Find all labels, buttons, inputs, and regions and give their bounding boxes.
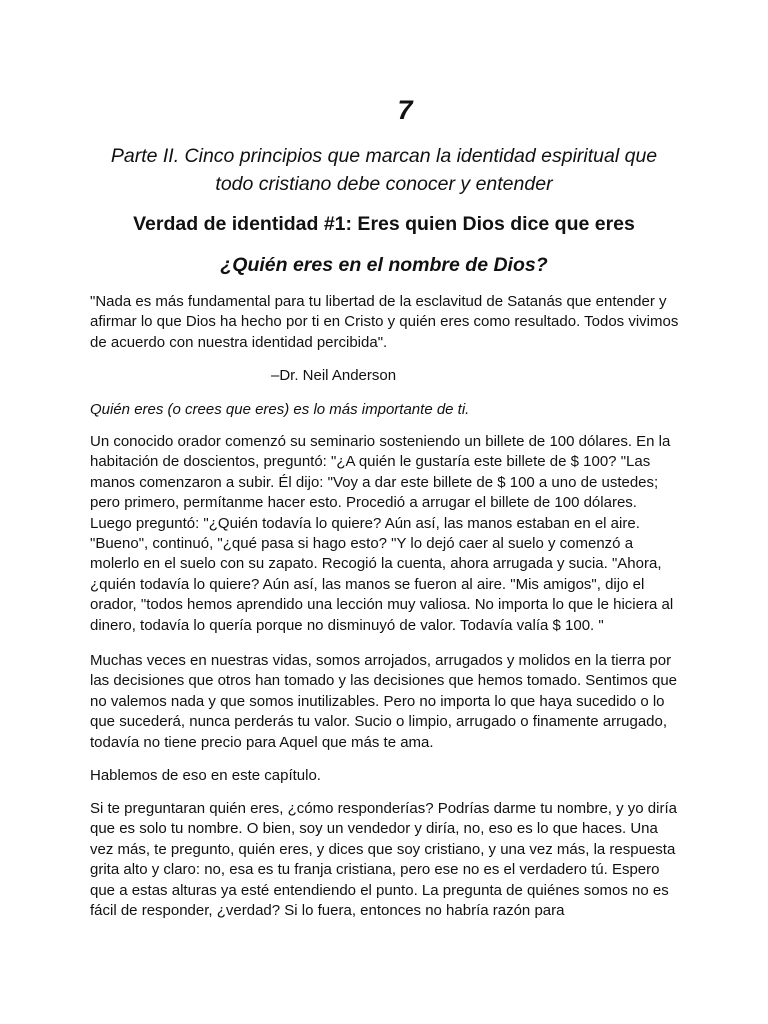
part-title: Parte II. Cinco principios que marcan la identidad espiritual que todo cristiano debe conocer y entender	[110, 145, 658, 195]
section-subheading: ¿Quién eres en el nombre de Dios?	[220, 254, 548, 276]
epigraph-quote: "Nada es más fundamental para tu libertad de la esclavitud de Satanás que entender y afirmar lo que Dios ha hecho por ti en Cristo y quién eres como resultado. Todos vivimos de acuerdo con nuestra identidad percibida".	[90, 293, 679, 351]
epigraph-attribution: –Dr. Neil Anderson	[271, 367, 397, 384]
body-paragraph: Muchas veces en nuestras vidas, somos arrojados, arrugados y molidos en la tierra por las decisiones que otros han tomado y las decisiones que hemos tomado. Sentimos que no valemos nada y que somos inutilizables. Pero no importa lo que haya sucedido o lo que sucederá, nunca perderás tu valor. Sucio o limpio, arrugado o finamente arrugado, todavía no tiene precio para Aquel que más te ama.	[90, 652, 678, 751]
body-paragraph: Un conocido orador comenzó su seminario sosteniendo un billete de 100 dólares. En la habitación de doscientos, preguntó: "¿A quién le gustaría este billete de $ 100? "Las manos comenzaron a subir. Él dijo: "Voy a dar este billete de $ 100 a uno de ustedes; pero primero, permítanme hacer esto. Procedió a arrugar el billete de 100 dólares. Luego preguntó: "¿Quién todavía lo quiere? Aún así, las manos estaban en el aire. "Bueno", continuó, "¿qué pasa si hago esto? "Y lo dejó caer al suelo y comenzó a molerlo en el suelo con su zapato. Recogió la cuenta, ahora arrugada y sucia. "Ahora, ¿quién todavía lo quiere? Aún así, las manos se fueron al aire. "Mis amigos", dijo el orador, "todos hemos aprendido una lección muy valiosa. No importa lo que le hiciera al dinero, todavía lo quería porque no disminuyó de valor. Todavía valía $ 100. "	[90, 433, 674, 634]
body-paragraph: Hablemos de eso en este capítulo.	[90, 767, 321, 784]
body-paragraph: Si te preguntaran quién eres, ¿cómo responderías? Podrías darme tu nombre, y yo diría que es solo tu nombre. O bien, soy un vendedor y diría, no, eso es lo que haces. Una vez más, te pregunto, quién eres, y dices que soy cristiano, y una vez más, la respuesta grita alto y claro: no, esa es tu franja cristiana, pero ese no es el verdadero tú. Espero que a estas alturas ya esté entendiendo el punto. La pregunta de quiénes somos no es fácil de responder, ¿verdad? Si lo fuera, entonces no habría razón para	[90, 800, 677, 920]
chapter-number: 7	[397, 95, 413, 125]
thesis-statement: Quién eres (o crees que eres) es lo más importante de ti.	[90, 401, 470, 418]
section-heading: Verdad de identidad #1: Eres quien Dios dice que eres	[133, 213, 635, 235]
